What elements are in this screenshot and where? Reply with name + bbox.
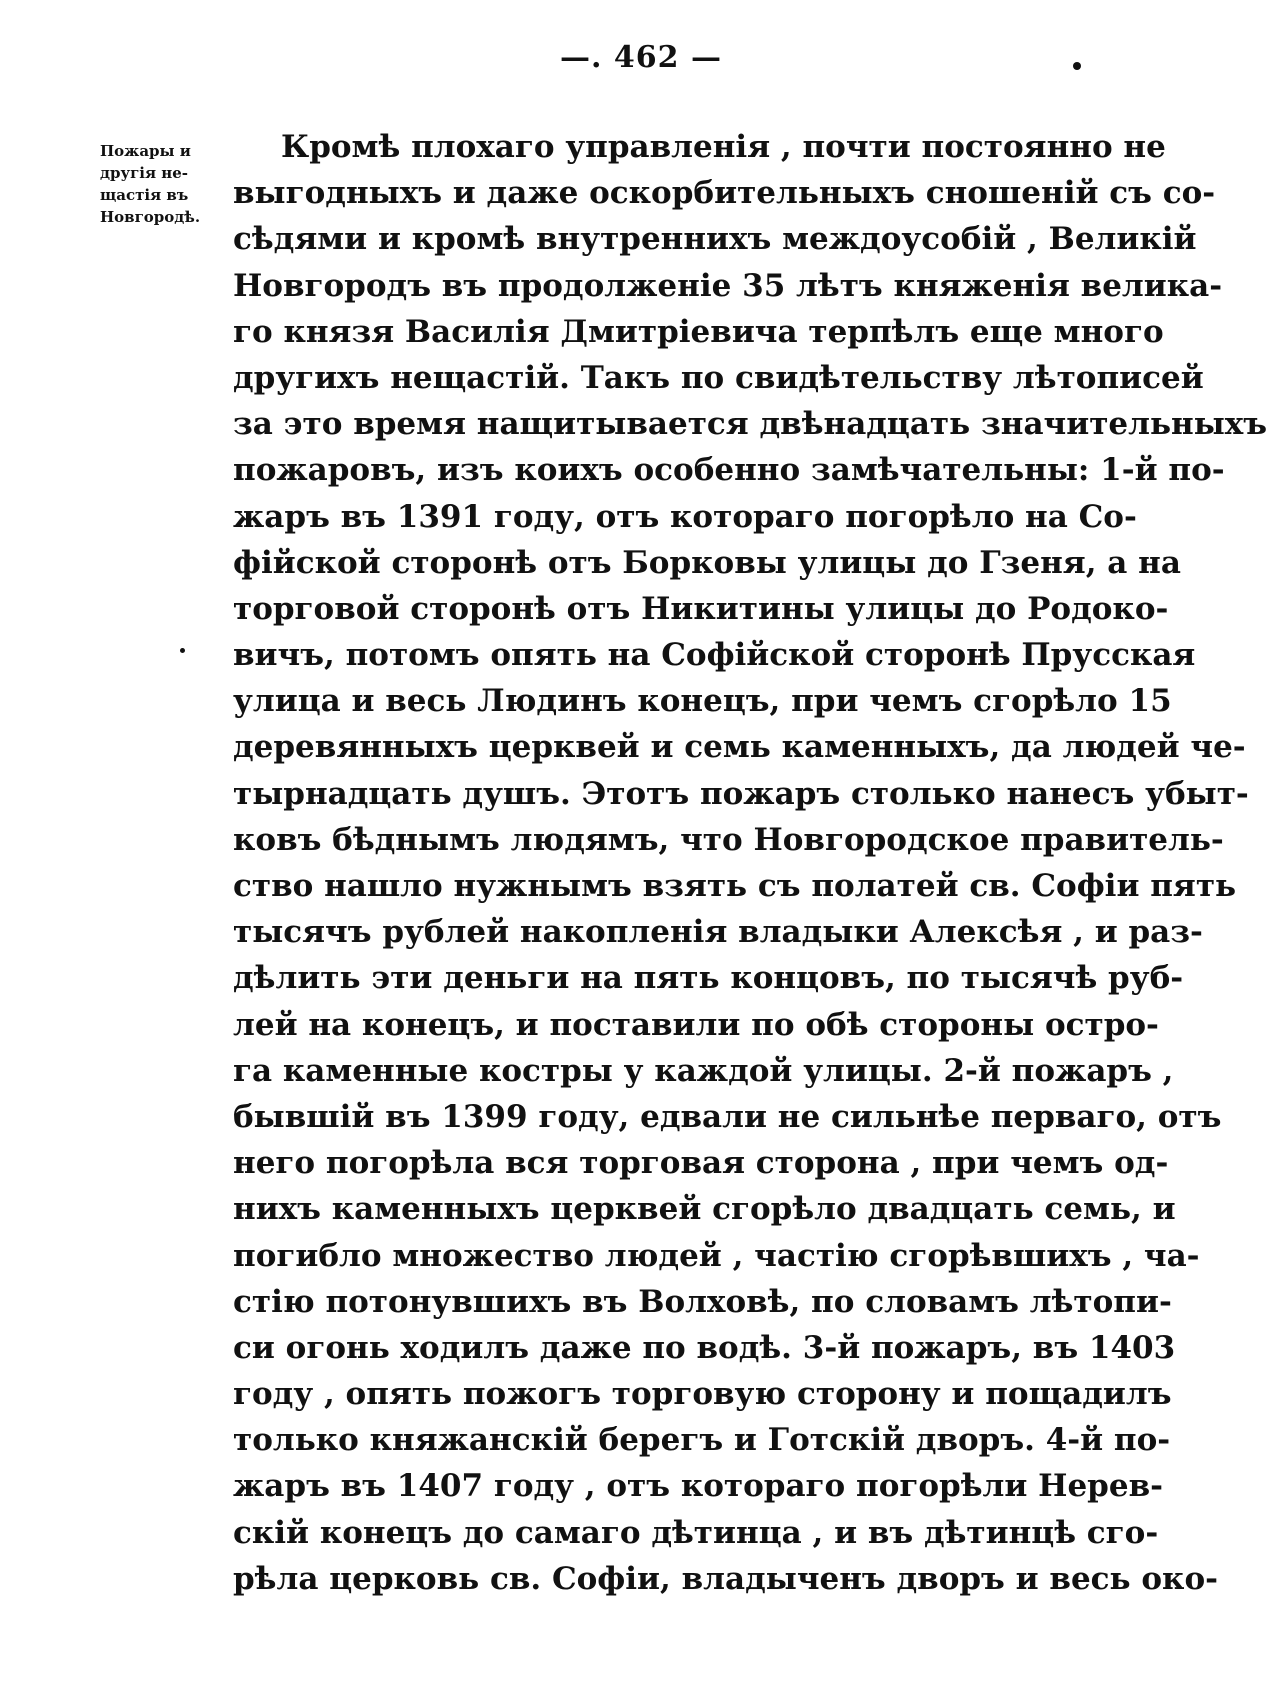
marginal-note-line: щастія въ: [100, 186, 189, 204]
text-line: выгодныхъ и даже оскорбительныхъ сношеній съ со-: [233, 175, 1216, 212]
text-line: сѣдями и кромѣ внутреннихъ междоусобій , Великій: [233, 221, 1197, 258]
text-line: другихъ нещастій. Такъ по свидѣтельству лѣтописей: [233, 359, 1204, 396]
text-line: фійской сторонѣ отъ Борковы улицы до Гзеня, а на: [233, 544, 1181, 581]
text-line: деревянныхъ церквей и семь каменныхъ, да людей че-: [233, 729, 1246, 766]
text-line: ство нашло нужнымъ взять съ полатей св. Софіи пять: [233, 868, 1237, 904]
marginal-note-line: Новгородѣ.: [100, 208, 201, 226]
text-line: тырнадцать душъ. Этотъ пожаръ столько нанесъ убыт-: [233, 775, 1249, 812]
print-speck-margin: [180, 648, 185, 653]
text-line: га каменные костры у каждой улицы. 2-й пожаръ ,: [233, 1052, 1174, 1089]
text-line: торговой сторонѣ отъ Никитины улицы до Родоко-: [233, 590, 1169, 627]
page-number: —. 462 —: [560, 40, 722, 75]
text-line: улица и весь Людинъ конецъ, при чемъ сгорѣло 15: [233, 683, 1172, 720]
text-line: только княжанскій берегъ и Готскій дворъ. 4-й по-: [233, 1422, 1171, 1459]
text-line: ковъ бѣднымъ людямъ, что Новгородское правитель-: [233, 821, 1224, 858]
text-line: стію потонувшихъ въ Волховѣ, по словамъ лѣтопи-: [233, 1283, 1172, 1320]
text-line: за это время нащитывается двѣнадцать значительныхъ: [233, 406, 1267, 443]
text-line: нихъ каменныхъ церквей сгорѣло двадцать семь, и: [233, 1191, 1176, 1228]
marginal-note-line: другія не-: [100, 164, 189, 182]
text-line: году , опять пожогъ торговую сторону и пощадилъ: [233, 1376, 1172, 1413]
text-line: него погорѣла вся торговая сторона , при чемъ од-: [233, 1145, 1169, 1182]
marginal-note: [100, 140, 240, 228]
text-line: лей на конецъ, и поставили по обѣ стороны остро-: [233, 1006, 1159, 1043]
text-line: пожаровъ, изъ коихъ особенно замѣчательны: 1-й по-: [233, 452, 1225, 489]
text-line: си огонь ходилъ даже по водѣ. 3-й пожаръ, въ 1403: [233, 1329, 1176, 1366]
text-line: Новгородъ въ продолженіе 35 лѣтъ княженія велика-: [233, 267, 1223, 304]
text-line: го князя Василія Дмитріевича терпѣлъ еще много: [233, 313, 1164, 350]
print-speck-top: [1073, 62, 1081, 70]
body-text: [233, 124, 1267, 1602]
marginal-note-line: Пожары и: [100, 142, 191, 160]
text-line: бывшій въ 1399 году, едвали не сильнѣе перваго, отъ: [233, 1098, 1222, 1135]
text-line: скій конецъ до самаго дѣтинца , и въ дѣтинцѣ сго-: [233, 1514, 1159, 1551]
text-line: жаръ въ 1391 году, отъ котораго погорѣло на Со-: [233, 498, 1137, 535]
text-line: дѣлить эти деньги на пять концовъ, по тысячѣ руб-: [233, 960, 1184, 997]
text-line: вичъ, потомъ опять на Софійской сторонѣ Прусская: [233, 637, 1196, 674]
text-line: рѣла церковь св. Софіи, владыченъ дворъ и весь око-: [233, 1560, 1218, 1597]
text-line: тысячъ рублей накопленія владыки Алексѣя , и раз-: [233, 914, 1203, 951]
text-line: погибло множество людей , частію сгорѣвшихъ , ча-: [233, 1237, 1200, 1274]
text-line: жаръ въ 1407 году , отъ котораго погорѣли Нерев-: [233, 1468, 1163, 1505]
text-line: Кромѣ плохаго управленія , почти постоянно не: [281, 129, 1166, 165]
